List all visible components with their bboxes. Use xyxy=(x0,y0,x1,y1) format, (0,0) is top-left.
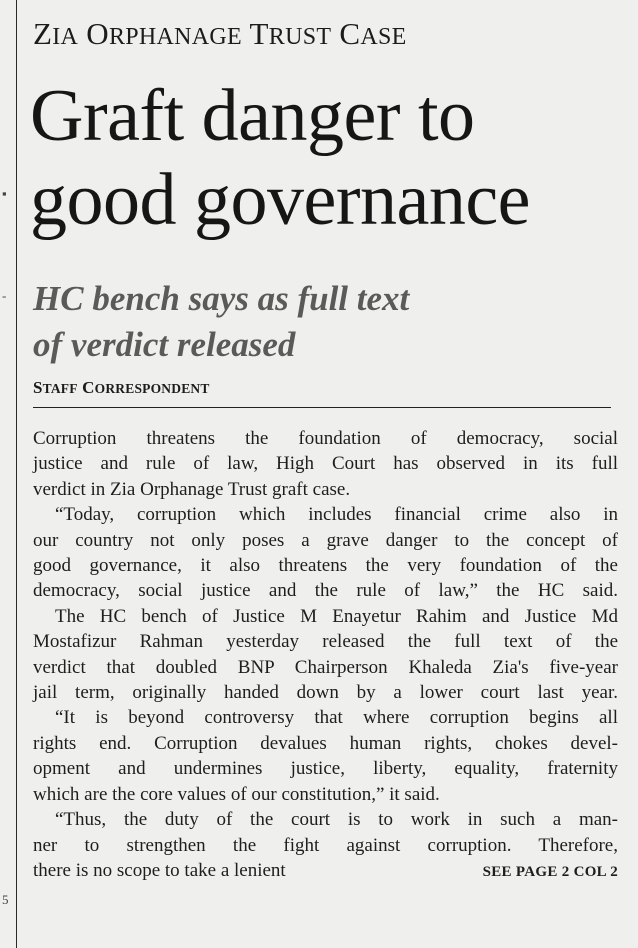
paragraph: “It is beyond controversy that where corruption begins all rights end. Corruption devalues human rights, chokes devel- opment and undermines justice, liberty, equality, fraternity which are the core values of our constitution,” it said. xyxy=(33,707,618,805)
paragraph: Corruption threatens the foundation of democracy, social justice and rule of law, High Court has observed in its full verdict in Zia Orphanage Trust graft case. xyxy=(33,428,618,500)
headline xyxy=(30,74,530,242)
jump-line[interactable]: SEE PAGE 2 COL 2 xyxy=(482,863,618,880)
margin-mark: - xyxy=(2,288,7,303)
paragraph: The HC bench of Justice M Enayetur Rahim and Justice Md Mostafizur Rahman yesterday released the full text of the verdict that doubled BNP Chairperson Khaleda Zia's five-year jail term, originally handed down by a lower court last year. xyxy=(33,605,618,704)
margin-mark: ▪ xyxy=(2,186,7,201)
margin-mark: 5 xyxy=(2,892,9,907)
paragraph: “Thus, the duty of the court is to work in such a man- ner to strengthen the fight against corruption. Therefore, xyxy=(33,809,618,856)
deck xyxy=(33,276,409,368)
headline-line: Graft danger to xyxy=(30,75,475,157)
deck-line: HC bench says as full text xyxy=(33,279,410,318)
article-body xyxy=(33,426,618,885)
column-rule xyxy=(16,0,17,948)
headline-line: good governance xyxy=(30,159,531,241)
kicker: ZIA ORPHANAGE TRUST CASE xyxy=(33,16,407,51)
byline: STAFF CORRESPONDENT xyxy=(33,378,210,397)
paragraph-last-line: there is no scope to take a lenient SEE PAGE 2 COL 2 xyxy=(33,858,618,885)
deck-line: of verdict released xyxy=(33,325,296,364)
byline-divider xyxy=(33,407,611,408)
paragraph: “Today, corruption which includes financial crime also in our country not only poses a grave danger to the concept of good governance, it also threatens the very foundation of the democracy, social justice and the rule of law,” the HC said. xyxy=(33,504,618,602)
